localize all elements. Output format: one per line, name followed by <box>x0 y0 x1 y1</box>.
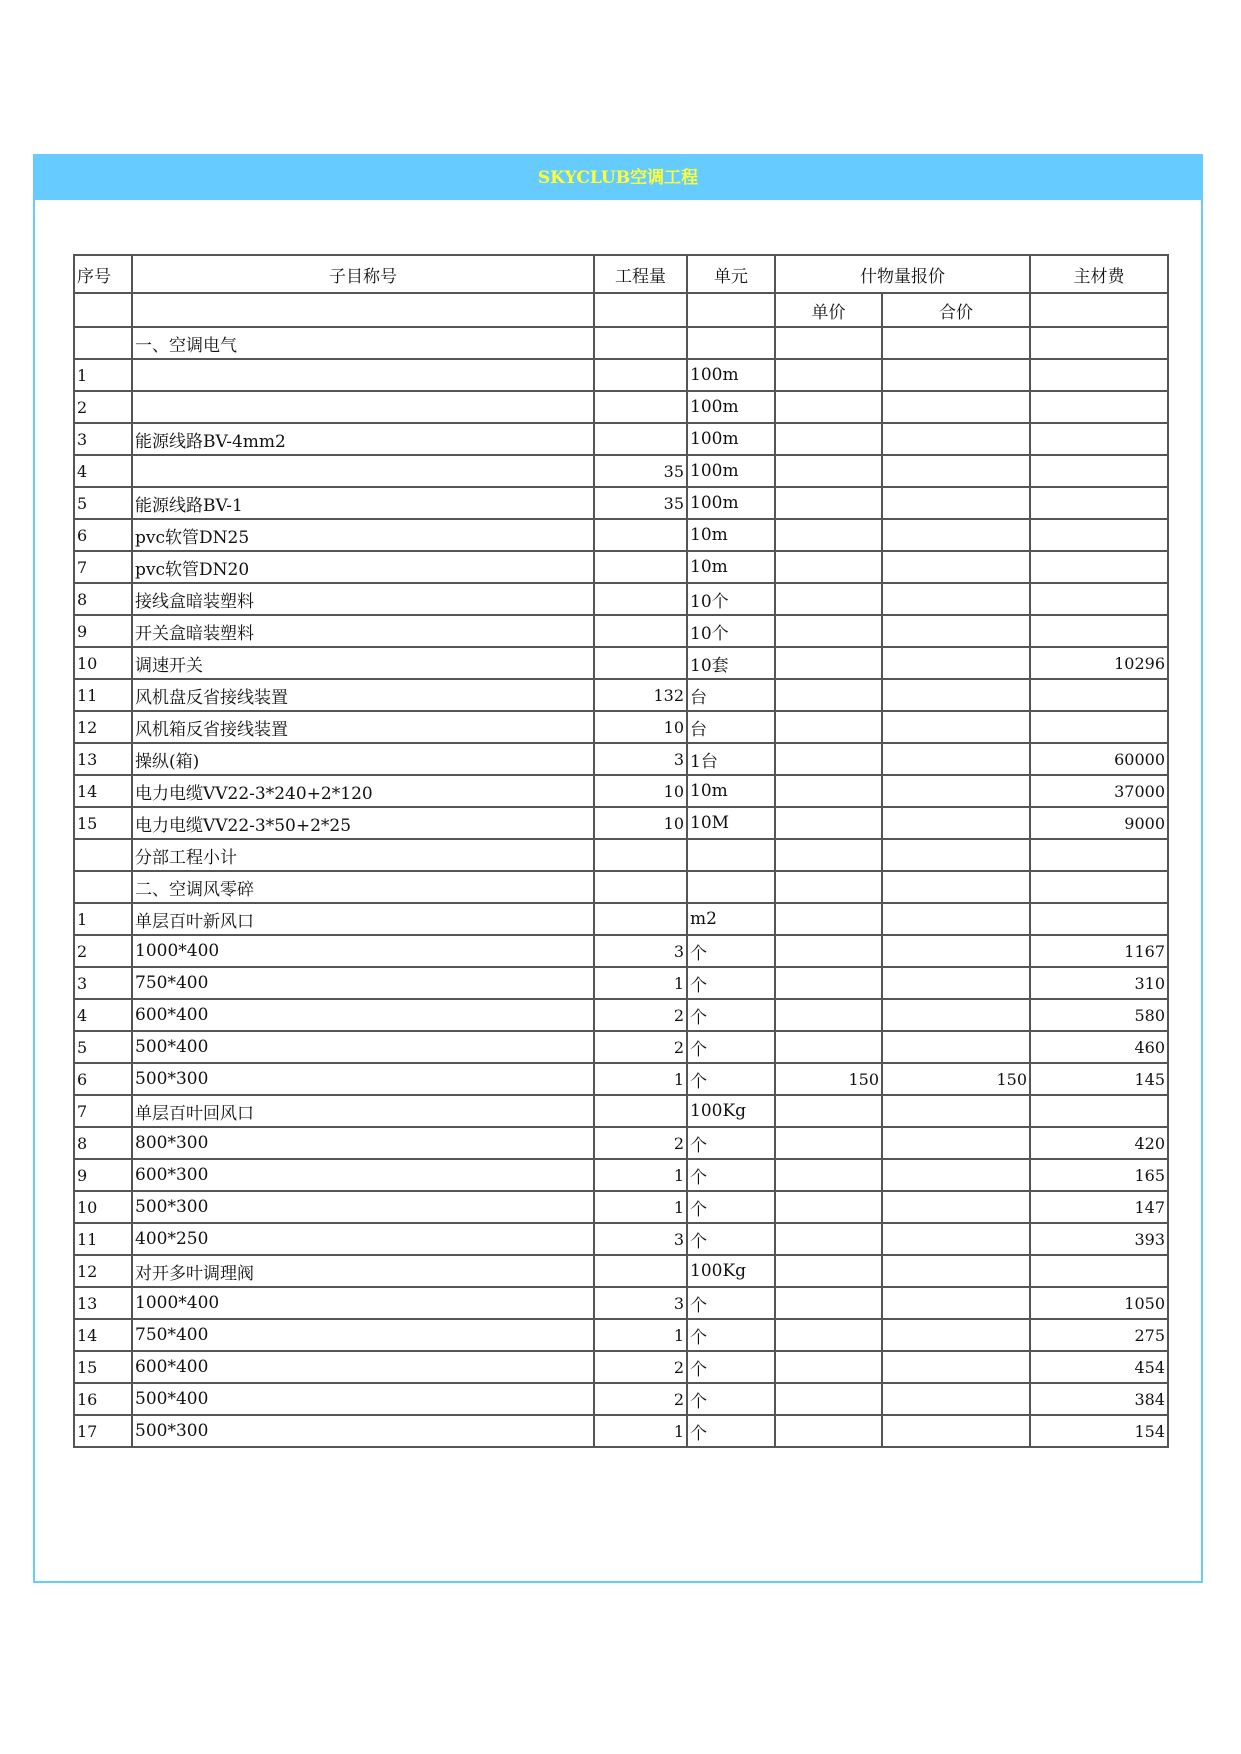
cell-material-cost <box>1030 519 1168 551</box>
table-row <box>74 1159 1168 1191</box>
cell-quantity <box>594 423 687 455</box>
cell-item-name: 500*300 <box>132 1063 594 1095</box>
cell-unit: 10M <box>687 807 775 839</box>
header-unit-price: 单价 <box>775 293 882 327</box>
cell-unit: 100m <box>687 487 775 519</box>
cell-unit <box>687 839 775 871</box>
cell-unit-price <box>775 1127 882 1159</box>
cell-item-name: 400*250 <box>132 1223 594 1255</box>
cell-quantity <box>594 903 687 935</box>
cell-unit-price <box>775 679 882 711</box>
cell-unit-price <box>775 359 882 391</box>
cell-unit-price <box>775 327 882 359</box>
table-row <box>74 1223 1168 1255</box>
cell-unit: 个 <box>687 1287 775 1319</box>
cell-unit: 个 <box>687 1415 775 1447</box>
cell-unit: 100m <box>687 391 775 423</box>
cell-unit: 台 <box>687 711 775 743</box>
cell-material-cost: 9000 <box>1030 807 1168 839</box>
cell-unit-price <box>775 551 882 583</box>
table-row <box>74 615 1168 647</box>
cell-material-cost: 310 <box>1030 967 1168 999</box>
cell-item-name: 接线盒暗装塑料 <box>132 583 594 615</box>
cell-item-name: 风机盘反省接线装置 <box>132 679 594 711</box>
cell-material-cost <box>1030 359 1168 391</box>
cell-unit-price <box>775 1319 882 1351</box>
cell-unit-price <box>775 871 882 903</box>
cell-seq: 13 <box>74 743 132 775</box>
cell-total-price <box>882 743 1030 775</box>
cell-item-name: 500*400 <box>132 1383 594 1415</box>
cell-seq: 5 <box>74 487 132 519</box>
cell-unit-price <box>775 1351 882 1383</box>
cell-unit-price <box>775 711 882 743</box>
cell-quantity: 2 <box>594 999 687 1031</box>
cell-unit-price <box>775 1287 882 1319</box>
cell-unit: 个 <box>687 967 775 999</box>
cell-item-name: 能源线路BV-4mm2 <box>132 423 594 455</box>
table-row <box>74 1415 1168 1447</box>
table-row <box>74 1127 1168 1159</box>
cell-seq: 16 <box>74 1383 132 1415</box>
table-row <box>74 1031 1168 1063</box>
cell-total-price <box>882 423 1030 455</box>
cell-quantity <box>594 871 687 903</box>
cell-item-name: 分部工程小计 <box>132 839 594 871</box>
table-row <box>74 583 1168 615</box>
header-blank <box>1030 293 1168 327</box>
cell-material-cost <box>1030 839 1168 871</box>
cell-quantity: 2 <box>594 1351 687 1383</box>
header-qty: 工程量 <box>594 255 687 293</box>
cell-seq: 15 <box>74 807 132 839</box>
cell-unit: 100Kg <box>687 1255 775 1287</box>
cell-unit-price <box>775 519 882 551</box>
cell-seq: 15 <box>74 1351 132 1383</box>
header-blank <box>594 293 687 327</box>
cell-material-cost <box>1030 391 1168 423</box>
cell-material-cost: 393 <box>1030 1223 1168 1255</box>
cell-quantity: 3 <box>594 1223 687 1255</box>
cell-material-cost <box>1030 1095 1168 1127</box>
cell-total-price <box>882 871 1030 903</box>
cell-unit: 100m <box>687 455 775 487</box>
cell-total-price <box>882 1223 1030 1255</box>
cell-total-price <box>882 999 1030 1031</box>
cell-total-price <box>882 487 1030 519</box>
table-row <box>74 647 1168 679</box>
cell-quantity: 35 <box>594 487 687 519</box>
cell-total-price <box>882 807 1030 839</box>
table-row <box>74 1383 1168 1415</box>
cell-total-price <box>882 1287 1030 1319</box>
cell-unit-price <box>775 487 882 519</box>
cell-unit-price <box>775 615 882 647</box>
cell-total-price <box>882 391 1030 423</box>
cell-total-price <box>882 1159 1030 1191</box>
cell-material-cost <box>1030 615 1168 647</box>
cell-material-cost: 154 <box>1030 1415 1168 1447</box>
cell-unit-price <box>775 1223 882 1255</box>
table-row <box>74 487 1168 519</box>
cell-seq: 9 <box>74 1159 132 1191</box>
table-row <box>74 423 1168 455</box>
cell-item-name: 600*400 <box>132 1351 594 1383</box>
cell-seq: 4 <box>74 455 132 487</box>
cell-seq <box>74 871 132 903</box>
cell-total-price <box>882 519 1030 551</box>
cell-seq: 5 <box>74 1031 132 1063</box>
cell-quantity <box>594 839 687 871</box>
cell-seq: 3 <box>74 967 132 999</box>
cell-seq: 10 <box>74 647 132 679</box>
cell-unit-price <box>775 391 882 423</box>
cell-unit-price <box>775 999 882 1031</box>
cell-unit: 台 <box>687 679 775 711</box>
cell-unit: 个 <box>687 1351 775 1383</box>
cell-seq: 2 <box>74 391 132 423</box>
cell-unit: 个 <box>687 1063 775 1095</box>
table-row <box>74 1063 1168 1095</box>
cell-seq <box>74 327 132 359</box>
table-row <box>74 359 1168 391</box>
cell-total-price <box>882 775 1030 807</box>
cell-unit-price <box>775 839 882 871</box>
cell-seq: 4 <box>74 999 132 1031</box>
cell-seq: 12 <box>74 1255 132 1287</box>
cell-material-cost: 384 <box>1030 1383 1168 1415</box>
cell-quantity <box>594 327 687 359</box>
cell-material-cost <box>1030 327 1168 359</box>
cell-quantity <box>594 359 687 391</box>
cell-material-cost: 460 <box>1030 1031 1168 1063</box>
cell-unit: 个 <box>687 1159 775 1191</box>
table-row <box>74 711 1168 743</box>
cell-material-cost <box>1030 871 1168 903</box>
cell-material-cost <box>1030 423 1168 455</box>
cell-total-price <box>882 1031 1030 1063</box>
cell-unit-price <box>775 1159 882 1191</box>
cell-quantity <box>594 391 687 423</box>
header-subrow <box>74 293 1168 327</box>
table-row <box>74 871 1168 903</box>
cell-unit: 10个 <box>687 615 775 647</box>
cell-total-price: 150 <box>882 1063 1030 1095</box>
cell-item-name: 500*400 <box>132 1031 594 1063</box>
cell-total-price <box>882 583 1030 615</box>
cell-quantity: 3 <box>594 1287 687 1319</box>
cell-item-name: pvc软管DN20 <box>132 551 594 583</box>
cell-unit <box>687 327 775 359</box>
cell-seq: 1 <box>74 903 132 935</box>
cell-quantity <box>594 615 687 647</box>
table-row <box>74 903 1168 935</box>
table-row <box>74 391 1168 423</box>
cell-seq: 9 <box>74 615 132 647</box>
cell-unit: 1台 <box>687 743 775 775</box>
header-blank <box>74 293 132 327</box>
cell-item-name <box>132 391 594 423</box>
cell-unit: 10m <box>687 519 775 551</box>
cell-seq: 6 <box>74 1063 132 1095</box>
cell-unit-price <box>775 775 882 807</box>
table-row <box>74 551 1168 583</box>
table-row <box>74 1319 1168 1351</box>
cell-item-name: 500*300 <box>132 1415 594 1447</box>
cell-unit: 100Kg <box>687 1095 775 1127</box>
cell-item-name: 单层百叶回风口 <box>132 1095 594 1127</box>
cell-quantity: 10 <box>594 807 687 839</box>
table-row <box>74 327 1168 359</box>
cell-item-name: 对开多叶调理阀 <box>132 1255 594 1287</box>
cell-seq: 11 <box>74 1223 132 1255</box>
cell-unit-price: 150 <box>775 1063 882 1095</box>
cell-total-price <box>882 967 1030 999</box>
cell-unit <box>687 871 775 903</box>
cell-total-price <box>882 455 1030 487</box>
cell-unit: 10m <box>687 775 775 807</box>
cell-total-price <box>882 1383 1030 1415</box>
cell-quantity: 1 <box>594 967 687 999</box>
cell-total-price <box>882 647 1030 679</box>
cell-quantity: 2 <box>594 1383 687 1415</box>
cell-item-name <box>132 359 594 391</box>
table-row <box>74 999 1168 1031</box>
header-seq: 序号 <box>74 255 132 293</box>
cell-material-cost <box>1030 583 1168 615</box>
cell-seq: 12 <box>74 711 132 743</box>
cell-item-name: pvc软管DN25 <box>132 519 594 551</box>
table-row <box>74 679 1168 711</box>
cell-item-name <box>132 455 594 487</box>
table-row <box>74 1351 1168 1383</box>
cell-material-cost: 1050 <box>1030 1287 1168 1319</box>
cell-material-cost: 580 <box>1030 999 1168 1031</box>
cell-total-price <box>882 615 1030 647</box>
cell-item-name: 风机箱反省接线装置 <box>132 711 594 743</box>
cell-material-cost: 454 <box>1030 1351 1168 1383</box>
cell-item-name: 能源线路BV-1 <box>132 487 594 519</box>
cell-quantity <box>594 647 687 679</box>
cell-unit-price <box>775 743 882 775</box>
cell-quantity: 2 <box>594 1031 687 1063</box>
cell-quantity: 10 <box>594 775 687 807</box>
table-row <box>74 935 1168 967</box>
cell-unit-price <box>775 455 882 487</box>
cell-quantity: 1 <box>594 1319 687 1351</box>
cell-seq: 6 <box>74 519 132 551</box>
cell-unit-price <box>775 1415 882 1447</box>
cell-seq <box>74 839 132 871</box>
cell-seq: 7 <box>74 1095 132 1127</box>
cell-unit: m2 <box>687 903 775 935</box>
cell-quantity <box>594 583 687 615</box>
cell-item-name: 开关盒暗装塑料 <box>132 615 594 647</box>
cell-quantity: 2 <box>594 1127 687 1159</box>
cell-material-cost <box>1030 551 1168 583</box>
cell-unit-price <box>775 1383 882 1415</box>
cell-item-name: 800*300 <box>132 1127 594 1159</box>
cell-total-price <box>882 1351 1030 1383</box>
cell-quantity <box>594 1095 687 1127</box>
header-row <box>74 255 1168 293</box>
cell-seq: 17 <box>74 1415 132 1447</box>
cell-material-cost <box>1030 487 1168 519</box>
cell-total-price <box>882 359 1030 391</box>
cell-material-cost <box>1030 903 1168 935</box>
cell-total-price <box>882 935 1030 967</box>
cell-total-price <box>882 839 1030 871</box>
document-title: SKYCLUB空调工程 <box>35 156 1201 200</box>
cell-unit-price <box>775 807 882 839</box>
cell-material-cost: 37000 <box>1030 775 1168 807</box>
cell-material-cost: 275 <box>1030 1319 1168 1351</box>
cell-material-cost: 165 <box>1030 1159 1168 1191</box>
header-quote: 什物量报价 <box>775 255 1030 293</box>
cell-total-price <box>882 903 1030 935</box>
table-row <box>74 1255 1168 1287</box>
cell-item-name: 二、空调风零碎 <box>132 871 594 903</box>
cell-item-name: 操纵(箱) <box>132 743 594 775</box>
cell-unit-price <box>775 1095 882 1127</box>
cell-total-price <box>882 1319 1030 1351</box>
cell-unit-price <box>775 903 882 935</box>
cell-item-name: 电力电缆VV22-3*240+2*120 <box>132 775 594 807</box>
cell-material-cost: 145 <box>1030 1063 1168 1095</box>
cell-quantity: 1 <box>594 1063 687 1095</box>
cell-unit-price <box>775 935 882 967</box>
table-row <box>74 807 1168 839</box>
cell-unit: 个 <box>687 999 775 1031</box>
cell-item-name: 750*400 <box>132 967 594 999</box>
cell-seq: 13 <box>74 1287 132 1319</box>
cell-material-cost: 147 <box>1030 1191 1168 1223</box>
cell-total-price <box>882 327 1030 359</box>
cell-material-cost <box>1030 1255 1168 1287</box>
header-blank <box>687 293 775 327</box>
cell-unit-price <box>775 967 882 999</box>
table-row <box>74 839 1168 871</box>
cell-quantity: 3 <box>594 935 687 967</box>
cell-seq: 8 <box>74 583 132 615</box>
cell-seq: 10 <box>74 1191 132 1223</box>
cell-item-name: 单层百叶新风口 <box>132 903 594 935</box>
cell-unit-price <box>775 583 882 615</box>
cell-seq: 2 <box>74 935 132 967</box>
cell-unit: 个 <box>687 1383 775 1415</box>
cell-material-cost: 1167 <box>1030 935 1168 967</box>
cell-seq: 11 <box>74 679 132 711</box>
cell-quantity: 1 <box>594 1415 687 1447</box>
cell-unit: 10个 <box>687 583 775 615</box>
cell-quantity <box>594 519 687 551</box>
cell-item-name: 500*300 <box>132 1191 594 1223</box>
cell-unit-price <box>775 1031 882 1063</box>
cell-unit: 个 <box>687 1031 775 1063</box>
header-blank <box>132 293 594 327</box>
cell-total-price <box>882 1415 1030 1447</box>
cell-seq: 7 <box>74 551 132 583</box>
table-row <box>74 1191 1168 1223</box>
cell-material-cost <box>1030 711 1168 743</box>
cell-unit: 个 <box>687 1223 775 1255</box>
cell-quantity: 10 <box>594 711 687 743</box>
cell-material-cost: 60000 <box>1030 743 1168 775</box>
cell-material-cost: 10296 <box>1030 647 1168 679</box>
cell-seq: 14 <box>74 775 132 807</box>
cell-item-name: 1000*400 <box>132 935 594 967</box>
cell-unit: 个 <box>687 1319 775 1351</box>
cell-item-name: 600*400 <box>132 999 594 1031</box>
cell-unit: 个 <box>687 935 775 967</box>
cell-item-name: 750*400 <box>132 1319 594 1351</box>
cell-quantity <box>594 551 687 583</box>
cell-quantity <box>594 1255 687 1287</box>
cell-item-name: 600*300 <box>132 1159 594 1191</box>
header-name: 子目称号 <box>132 255 594 293</box>
cell-unit: 10套 <box>687 647 775 679</box>
table-row <box>74 1287 1168 1319</box>
cell-total-price <box>882 551 1030 583</box>
cell-quantity: 1 <box>594 1191 687 1223</box>
cell-total-price <box>882 1255 1030 1287</box>
cell-unit: 100m <box>687 359 775 391</box>
cell-unit: 个 <box>687 1127 775 1159</box>
cell-total-price <box>882 711 1030 743</box>
cell-seq: 1 <box>74 359 132 391</box>
cell-unit-price <box>775 1191 882 1223</box>
header-material: 主材费 <box>1030 255 1168 293</box>
cell-item-name: 调速开关 <box>132 647 594 679</box>
cell-seq: 3 <box>74 423 132 455</box>
cell-quantity: 132 <box>594 679 687 711</box>
cell-seq: 14 <box>74 1319 132 1351</box>
cell-seq: 8 <box>74 1127 132 1159</box>
cell-quantity: 3 <box>594 743 687 775</box>
cell-quantity: 35 <box>594 455 687 487</box>
cell-total-price <box>882 1127 1030 1159</box>
table-row <box>74 519 1168 551</box>
cell-total-price <box>882 679 1030 711</box>
cell-item-name: 一、空调电气 <box>132 327 594 359</box>
table-row <box>74 743 1168 775</box>
cell-item-name: 1000*400 <box>132 1287 594 1319</box>
document-frame <box>33 154 1203 1583</box>
table-row <box>74 775 1168 807</box>
cell-unit: 10m <box>687 551 775 583</box>
bill-of-quantities-table <box>73 254 1169 1448</box>
cell-unit: 个 <box>687 1191 775 1223</box>
cell-material-cost: 420 <box>1030 1127 1168 1159</box>
cell-unit-price <box>775 1255 882 1287</box>
cell-material-cost <box>1030 455 1168 487</box>
cell-material-cost <box>1030 679 1168 711</box>
cell-total-price <box>882 1095 1030 1127</box>
table-row <box>74 455 1168 487</box>
table-row <box>74 1095 1168 1127</box>
table-row <box>74 967 1168 999</box>
cell-total-price <box>882 1191 1030 1223</box>
cell-unit: 100m <box>687 423 775 455</box>
cell-quantity: 1 <box>594 1159 687 1191</box>
cell-unit-price <box>775 647 882 679</box>
header-unit: 单元 <box>687 255 775 293</box>
header-total-price: 合价 <box>882 293 1030 327</box>
cell-unit-price <box>775 423 882 455</box>
cell-item-name: 电力电缆VV22-3*50+2*25 <box>132 807 594 839</box>
